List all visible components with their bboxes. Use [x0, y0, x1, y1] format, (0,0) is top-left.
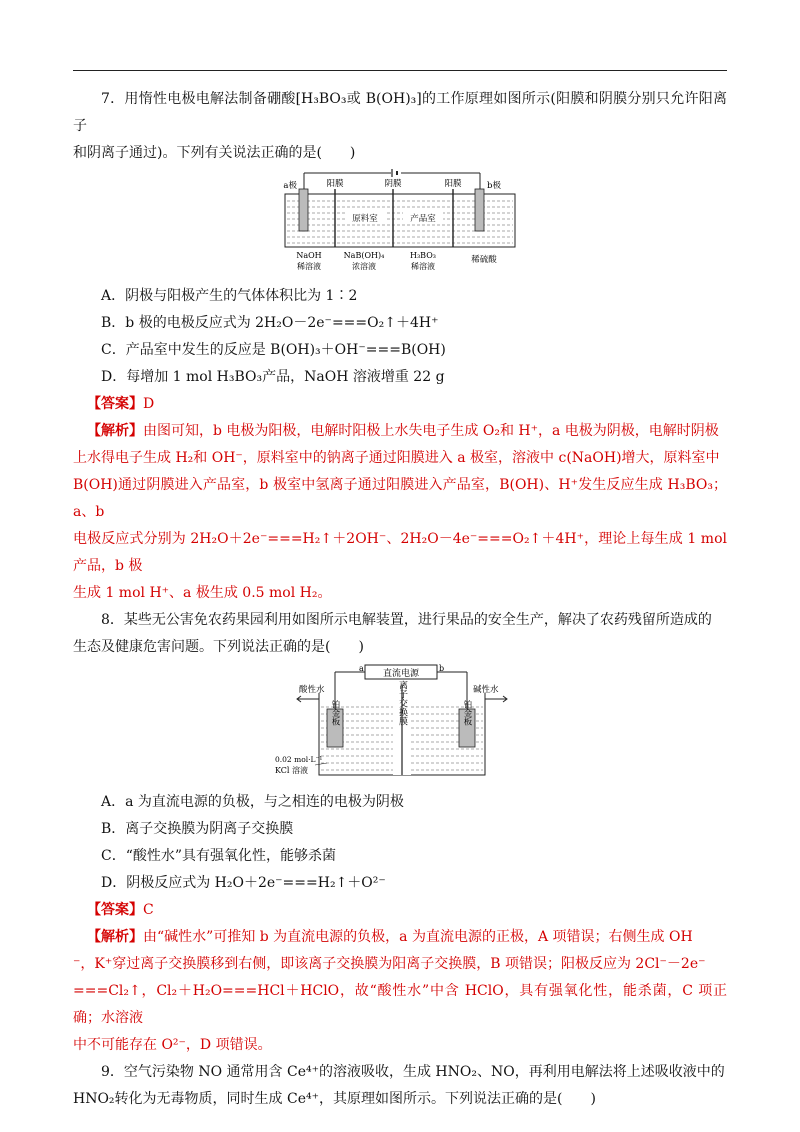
q8-answer [87, 897, 727, 924]
q7-expl-line3: B(OH)通过阴膜进入产品室，b 极室中氢离子通过阳膜进入产品室，B(OH)、H⁺发生反应生成 H₃BO₃；a、b [73, 477, 727, 520]
q9-stem-line2: HNO₂转化为无毒物质，同时生成 Ce⁴⁺，其原理如图所示。下列说法正确的是( ) [73, 1091, 596, 1107]
q7-answer-tag: 【答案】 [87, 396, 143, 412]
q7-explanation [73, 418, 727, 445]
q7-figure [73, 169, 727, 279]
q7-electrolysis-diagram [275, 169, 525, 279]
q8-expl-line4: 中不可能存在 O²⁻，D 项错误。 [73, 1037, 272, 1053]
q8-option-c: C．“酸性水”具有强氧化性，能够杀菌 [101, 848, 337, 864]
q8-power-label: 直流电源 [382, 669, 420, 679]
q7-label-a: a极 [283, 181, 297, 191]
q7-option-c: C．产品室中发生的反应是 B(OH)₃＋OH⁻===B(OH) [101, 342, 446, 358]
q8-expl-line1: 由“碱性水”可推知 b 为直流电源的负极，a 为直流电源的正极，A 项错误；右侧生成 OH [143, 929, 693, 945]
q8-stem-line2: 生态及健康危害问题。下列说法正确的是( ) [73, 639, 364, 655]
q8-membrane-label: 离子交换膜 [397, 680, 407, 726]
q8-answer-tag: 【答案】 [87, 902, 143, 918]
q7-label-membrane1: 阳膜 [326, 179, 344, 189]
q7-sol1-line1: NaOH [296, 251, 322, 260]
q8-conc-label: 0.02 mol·L⁻¹ [275, 755, 323, 764]
q7-sol3-line2: 稀溶液 [411, 262, 435, 271]
q8-terminal-a: a [359, 664, 364, 673]
q8-explanation [73, 924, 727, 951]
q8-plate-left-label: 铂金板 [330, 700, 340, 726]
q7-label-membrane3: 阳膜 [444, 179, 462, 189]
q8-explanation-tag: 【解析】 [87, 929, 143, 945]
q8-answer-value: C [143, 902, 154, 918]
q7-answer-value: D [143, 396, 155, 412]
q7-expl-line4: 电极反应式分别为 2H₂O＋2e⁻===H₂↑＋2OH⁻、2H₂O－4e⁻===O₂↑＋4H⁺，理论上每生成 1 mol 产品，b 极 [73, 531, 727, 574]
q8-option-d: D．阴极反应式为 H₂O＋2e⁻===H₂↑＋O²⁻ [101, 875, 386, 891]
q7-answer [87, 391, 727, 418]
q7-explanation-tag: 【解析】 [87, 423, 143, 439]
q7-label-product-chamber: 产品室 [410, 214, 436, 224]
q8-expl-line3: ===Cl₂↑，Cl₂＋H₂O===HCl＋HClO，故“酸性水”中含 HClO，具有强氧化性，能杀菌，C 项正确；水溶液 [73, 983, 727, 1026]
q8-option-a: A．a 为直流电源的负极，与之相连的电极为阴极 [101, 794, 404, 810]
q9-stem-line1: 9．空气污染物 NO 通常用含 Ce⁴⁺的溶液吸收，生成 HNO₂、NO，再利用电解法将上述吸收液中的 [101, 1064, 725, 1080]
q8-terminal-b: b [439, 664, 445, 673]
q7-option-a: A．阴极与阳极产生的气体体积比为 1∶2 [101, 288, 358, 304]
q8-option-b: B．离子交换膜为阴离子交换膜 [101, 821, 294, 837]
q8-kcl-label: KCl 溶液 [275, 766, 308, 775]
q8-stem-line1: 8．某些无公害免农药果园利用如图所示电解装置，进行果品的安全生产，解决了农药残留所造成的 [101, 612, 712, 628]
q7-sol4: 稀硫酸 [471, 255, 497, 265]
q7-expl-line5: 生成 1 mol H⁺、a 极生成 0.5 mol H₂。 [73, 585, 332, 601]
q7-label-membrane2: 阴膜 [384, 179, 402, 189]
q7-electrode-b [475, 189, 484, 231]
q7-electrode-a [299, 189, 308, 231]
q8-expl-line2: ⁻，K⁺穿过离子交换膜移到右侧，即该离子交换膜为阳离子交换膜，B 项错误；阳极反应为 2Cl⁻－2e⁻ [73, 956, 706, 972]
q7-sol2-line2: 浓溶液 [352, 262, 376, 271]
q7-sol3-line1: H₃BO₃ [410, 251, 436, 260]
q7-label-b: b极 [487, 181, 501, 191]
q8-electrolysis-diagram [275, 663, 525, 785]
q7-stem-line1: 7．用惰性电极电解法制备硼酸[H₃BO₃或 B(OH)₃]的工作原理如图所示(阳膜和阴膜分别只允许阳离子 [73, 91, 727, 134]
header-rule [73, 70, 727, 71]
q7-label-raw-chamber: 原料室 [352, 214, 378, 224]
q7-stem-line2: 和阴离子通过)。下列有关说法正确的是( ) [73, 145, 356, 161]
q8-plate-right-label: 铂金板 [462, 700, 472, 726]
q7-sol1-line2: 稀溶液 [297, 262, 321, 271]
q8-alkaline-water: 碱性水 [473, 685, 499, 695]
q7-option-d: D．每增加 1 mol H₃BO₃产品，NaOH 溶液增重 22 g [101, 369, 445, 385]
q8-acid-water: 酸性水 [299, 685, 325, 695]
q7-sol2-line1: NaB(OH)₄ [343, 251, 385, 260]
q7-option-b: B．b 极的电极反应式为 2H₂O－2e⁻===O₂↑＋4H⁺ [101, 315, 439, 331]
document-content [73, 86, 727, 1113]
q7-expl-line2: 上水得电子生成 H₂和 OH⁻，原料室中的钠离子通过阳膜进入 a 极室，溶液中 c(NaOH)增大，原料室中 [73, 450, 720, 466]
q7-expl-line1: 由图可知，b 电极为阳极，电解时阳极上水失电子生成 O₂和 H⁺，a 电极为阴极，电解时阴极 [143, 423, 719, 439]
q8-figure [73, 663, 727, 785]
